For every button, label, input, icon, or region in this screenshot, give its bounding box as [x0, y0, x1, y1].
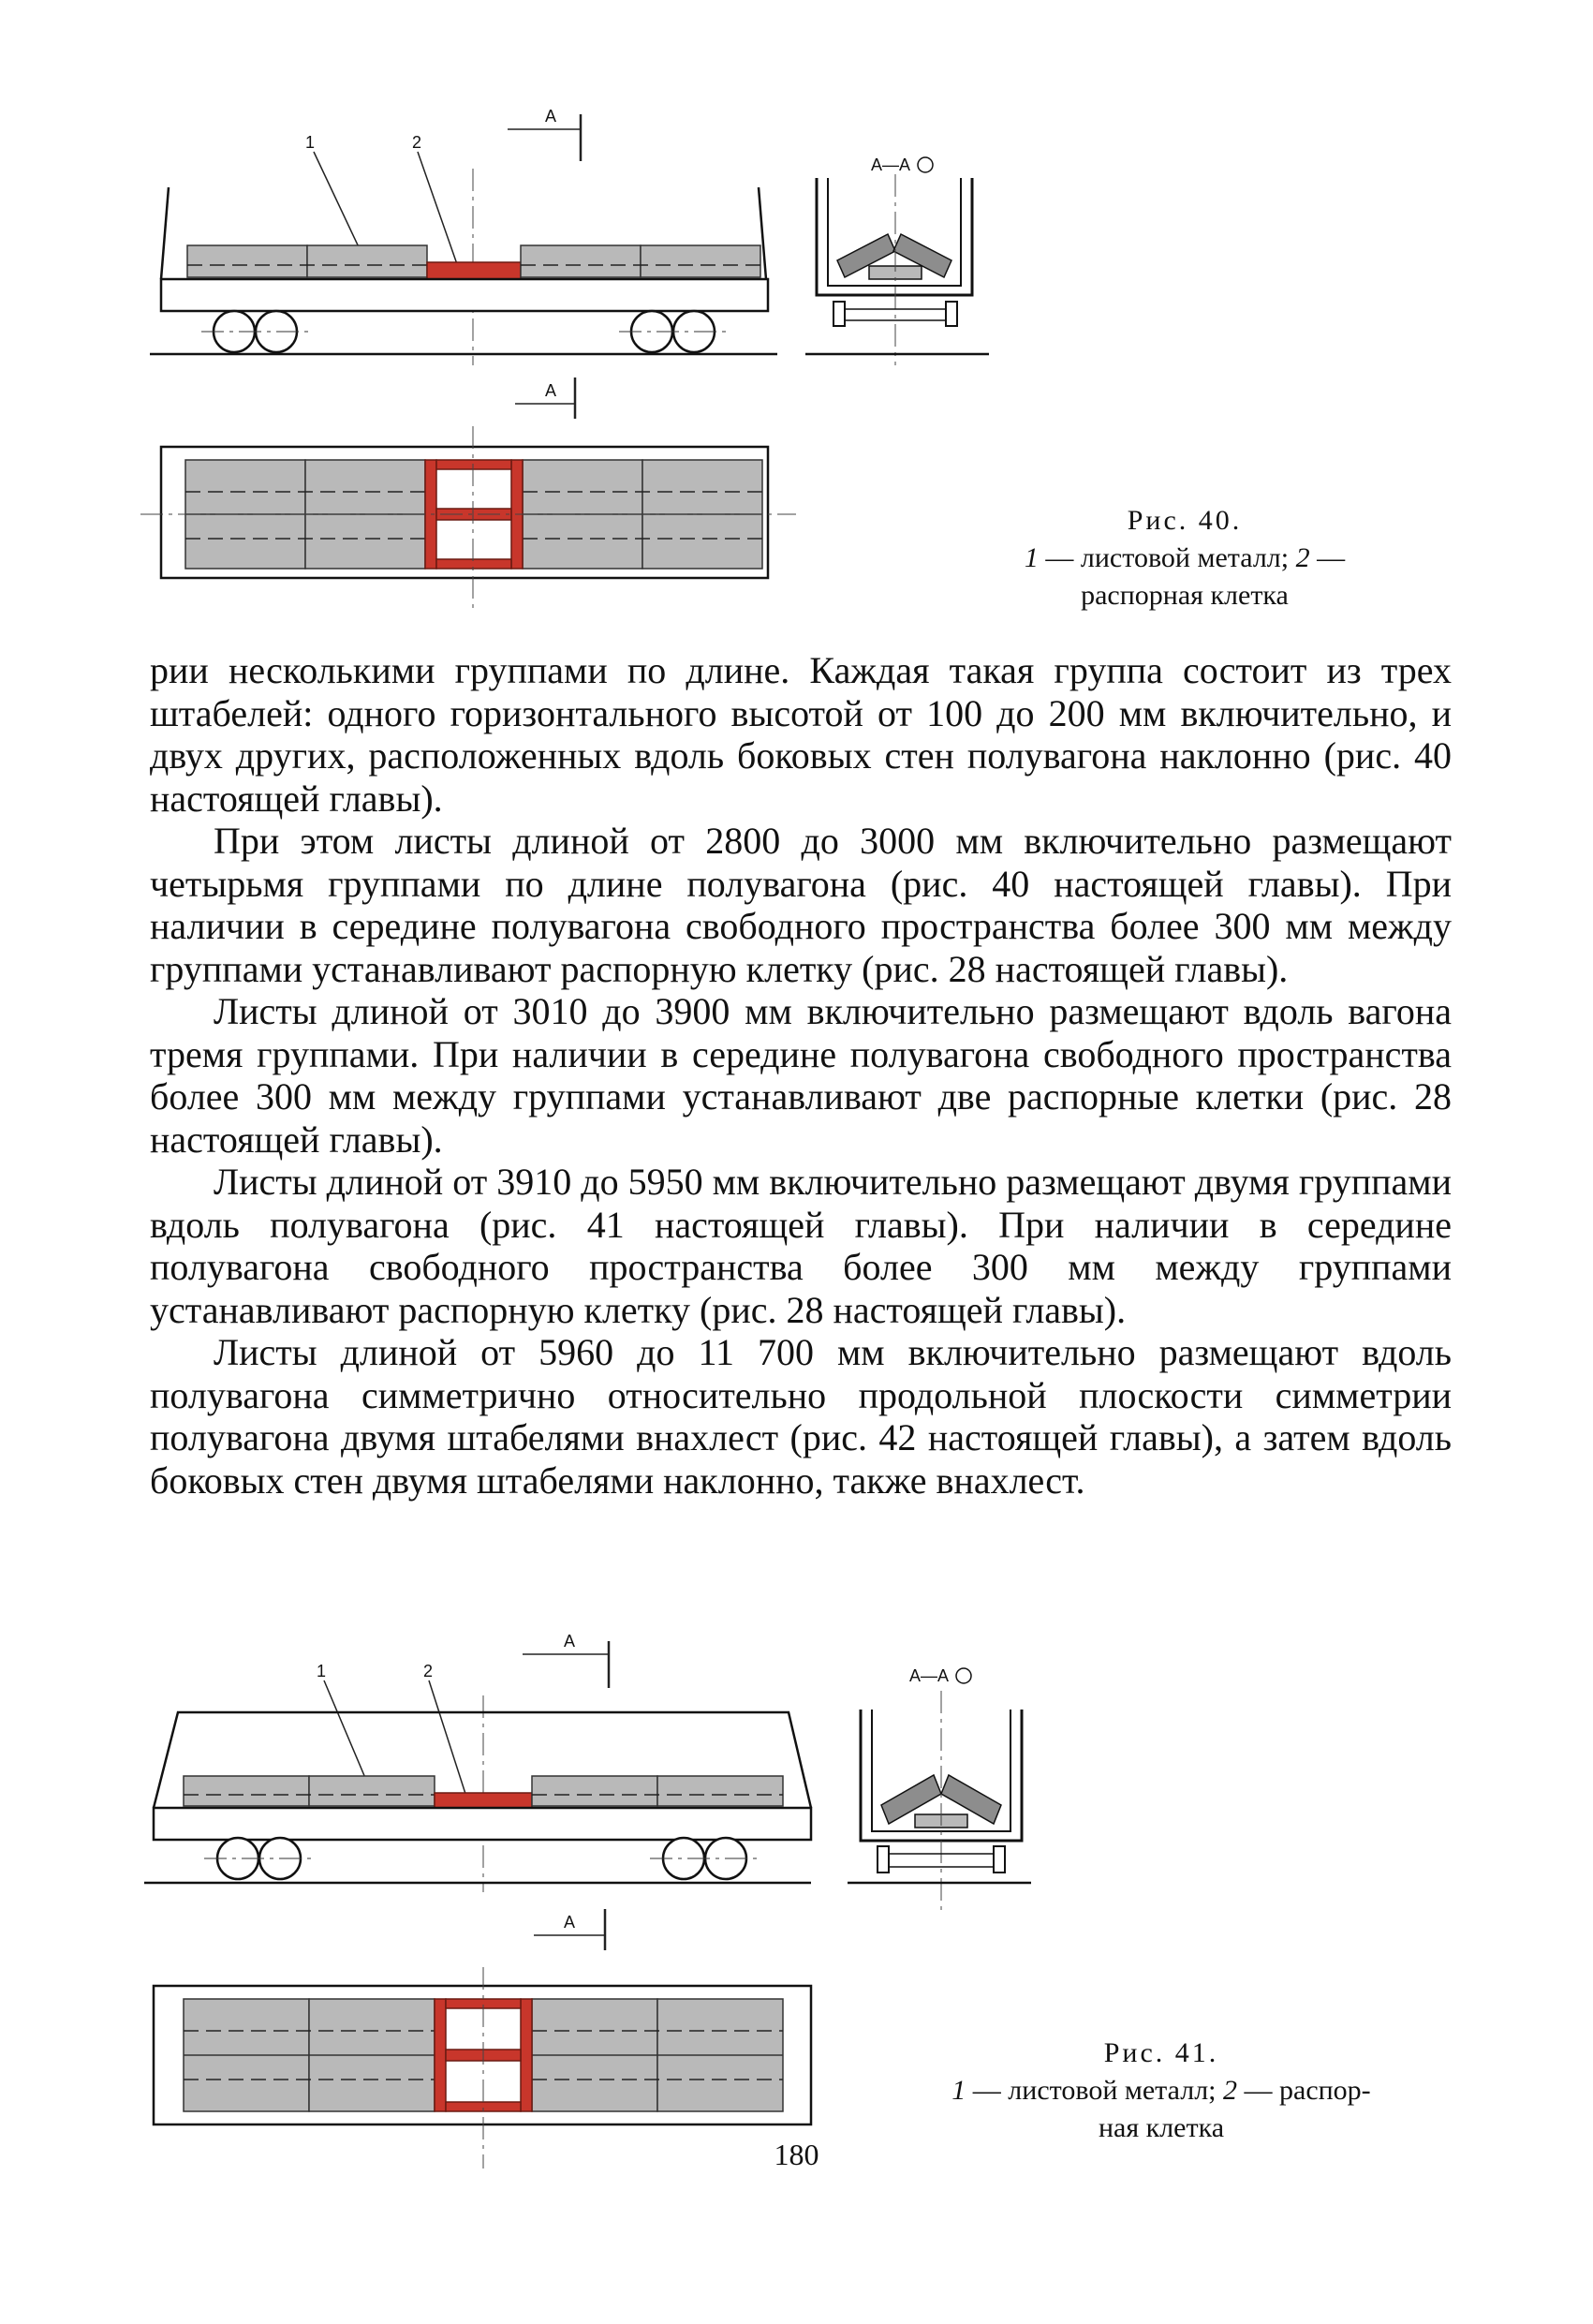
- page-number: 180: [774, 2138, 819, 2171]
- figure-40-caption-line1: 1 — листовой металл; 2 —: [1024, 542, 1346, 573]
- section-mark-top: A: [564, 1632, 576, 1650]
- figure-41-number: Рис. 41.: [1103, 2037, 1219, 2068]
- figure-40-section-view: [805, 94, 993, 375]
- figure-41-caption-line1: 1 — листовой металл; 2 — распор-: [951, 2075, 1371, 2106]
- figure-40-number: Рис. 40.: [1127, 505, 1243, 536]
- body-text: [150, 649, 1452, 1502]
- label-spacer: 2: [412, 133, 422, 152]
- label-spacer: 2: [423, 1662, 434, 1680]
- label-sheet-metal: 1: [317, 1662, 327, 1680]
- section-title: A—A: [871, 155, 911, 174]
- section-mark-top: A: [545, 107, 557, 126]
- figure-41-caption-line2: ная клетка: [1098, 2112, 1225, 2143]
- paragraph: Листы длиной от 3910 до 5950 мм включительно размещают двумя группами вдоль полувагона (рис. 41 настоящей главы). При наличии в середине полувагона свободного пространства более 300 мм между группами устанавливают распорную клетку (рис. 28 настоящей главы).: [150, 1161, 1452, 1331]
- section-mark-bottom: A: [545, 381, 557, 400]
- paragraph: Листы длиной от 5960 до 11 700 мм включительно размещают вдоль полувагона симметрично относительно продольной плоскости симметрии полувагона двумя штабелями внахлест (рис. 42 настоящей главы), а затем вдоль боковых стен двумя штабелями наклонно, также внахлест.: [150, 1331, 1452, 1502]
- figure-40-side-view: [140, 94, 796, 375]
- section-mark-bottom: A: [564, 1913, 576, 1932]
- figure-40-caption: [993, 502, 1377, 614]
- paragraph: При этом листы длиной от 2800 до 3000 мм включительно размещают четырьмя группами по длине полувагона (рис. 40 настоящей главы). При наличии в середине полувагона свободного пространства более 300 мм между группами устанавливают распорную клетку (рис. 28 настоящей главы).: [150, 820, 1452, 990]
- label-sheet-metal: 1: [305, 133, 316, 152]
- paragraph: Листы длиной от 3010 до 3900 мм включительно размещают вдоль вагона тремя группами. При наличии в середине полувагона свободного пространства более 300 мм между группами устанавливают две распорные клетки (рис. 28 настоящей главы).: [150, 990, 1452, 1161]
- figure-40-top-view: [140, 370, 796, 623]
- figure-40-caption-line2: распорная клетка: [1081, 580, 1289, 611]
- figure-41-top-view: [140, 1902, 815, 2173]
- figure-41-section-view: [848, 1644, 1035, 1925]
- paragraph: рии несколькими группами по длине. Каждая такая группа состоит из трех штабелей: одного горизонтального высотой от 100 до 200 мм включительно, и двух других, расположенных вдоль боковых стен полувагона наклонно (рис. 40 настоящей главы).: [150, 649, 1452, 820]
- figure-41-caption: [880, 2035, 1442, 2147]
- section-title: A—A: [909, 1666, 950, 1685]
- figure-41-side-view: [140, 1621, 815, 1902]
